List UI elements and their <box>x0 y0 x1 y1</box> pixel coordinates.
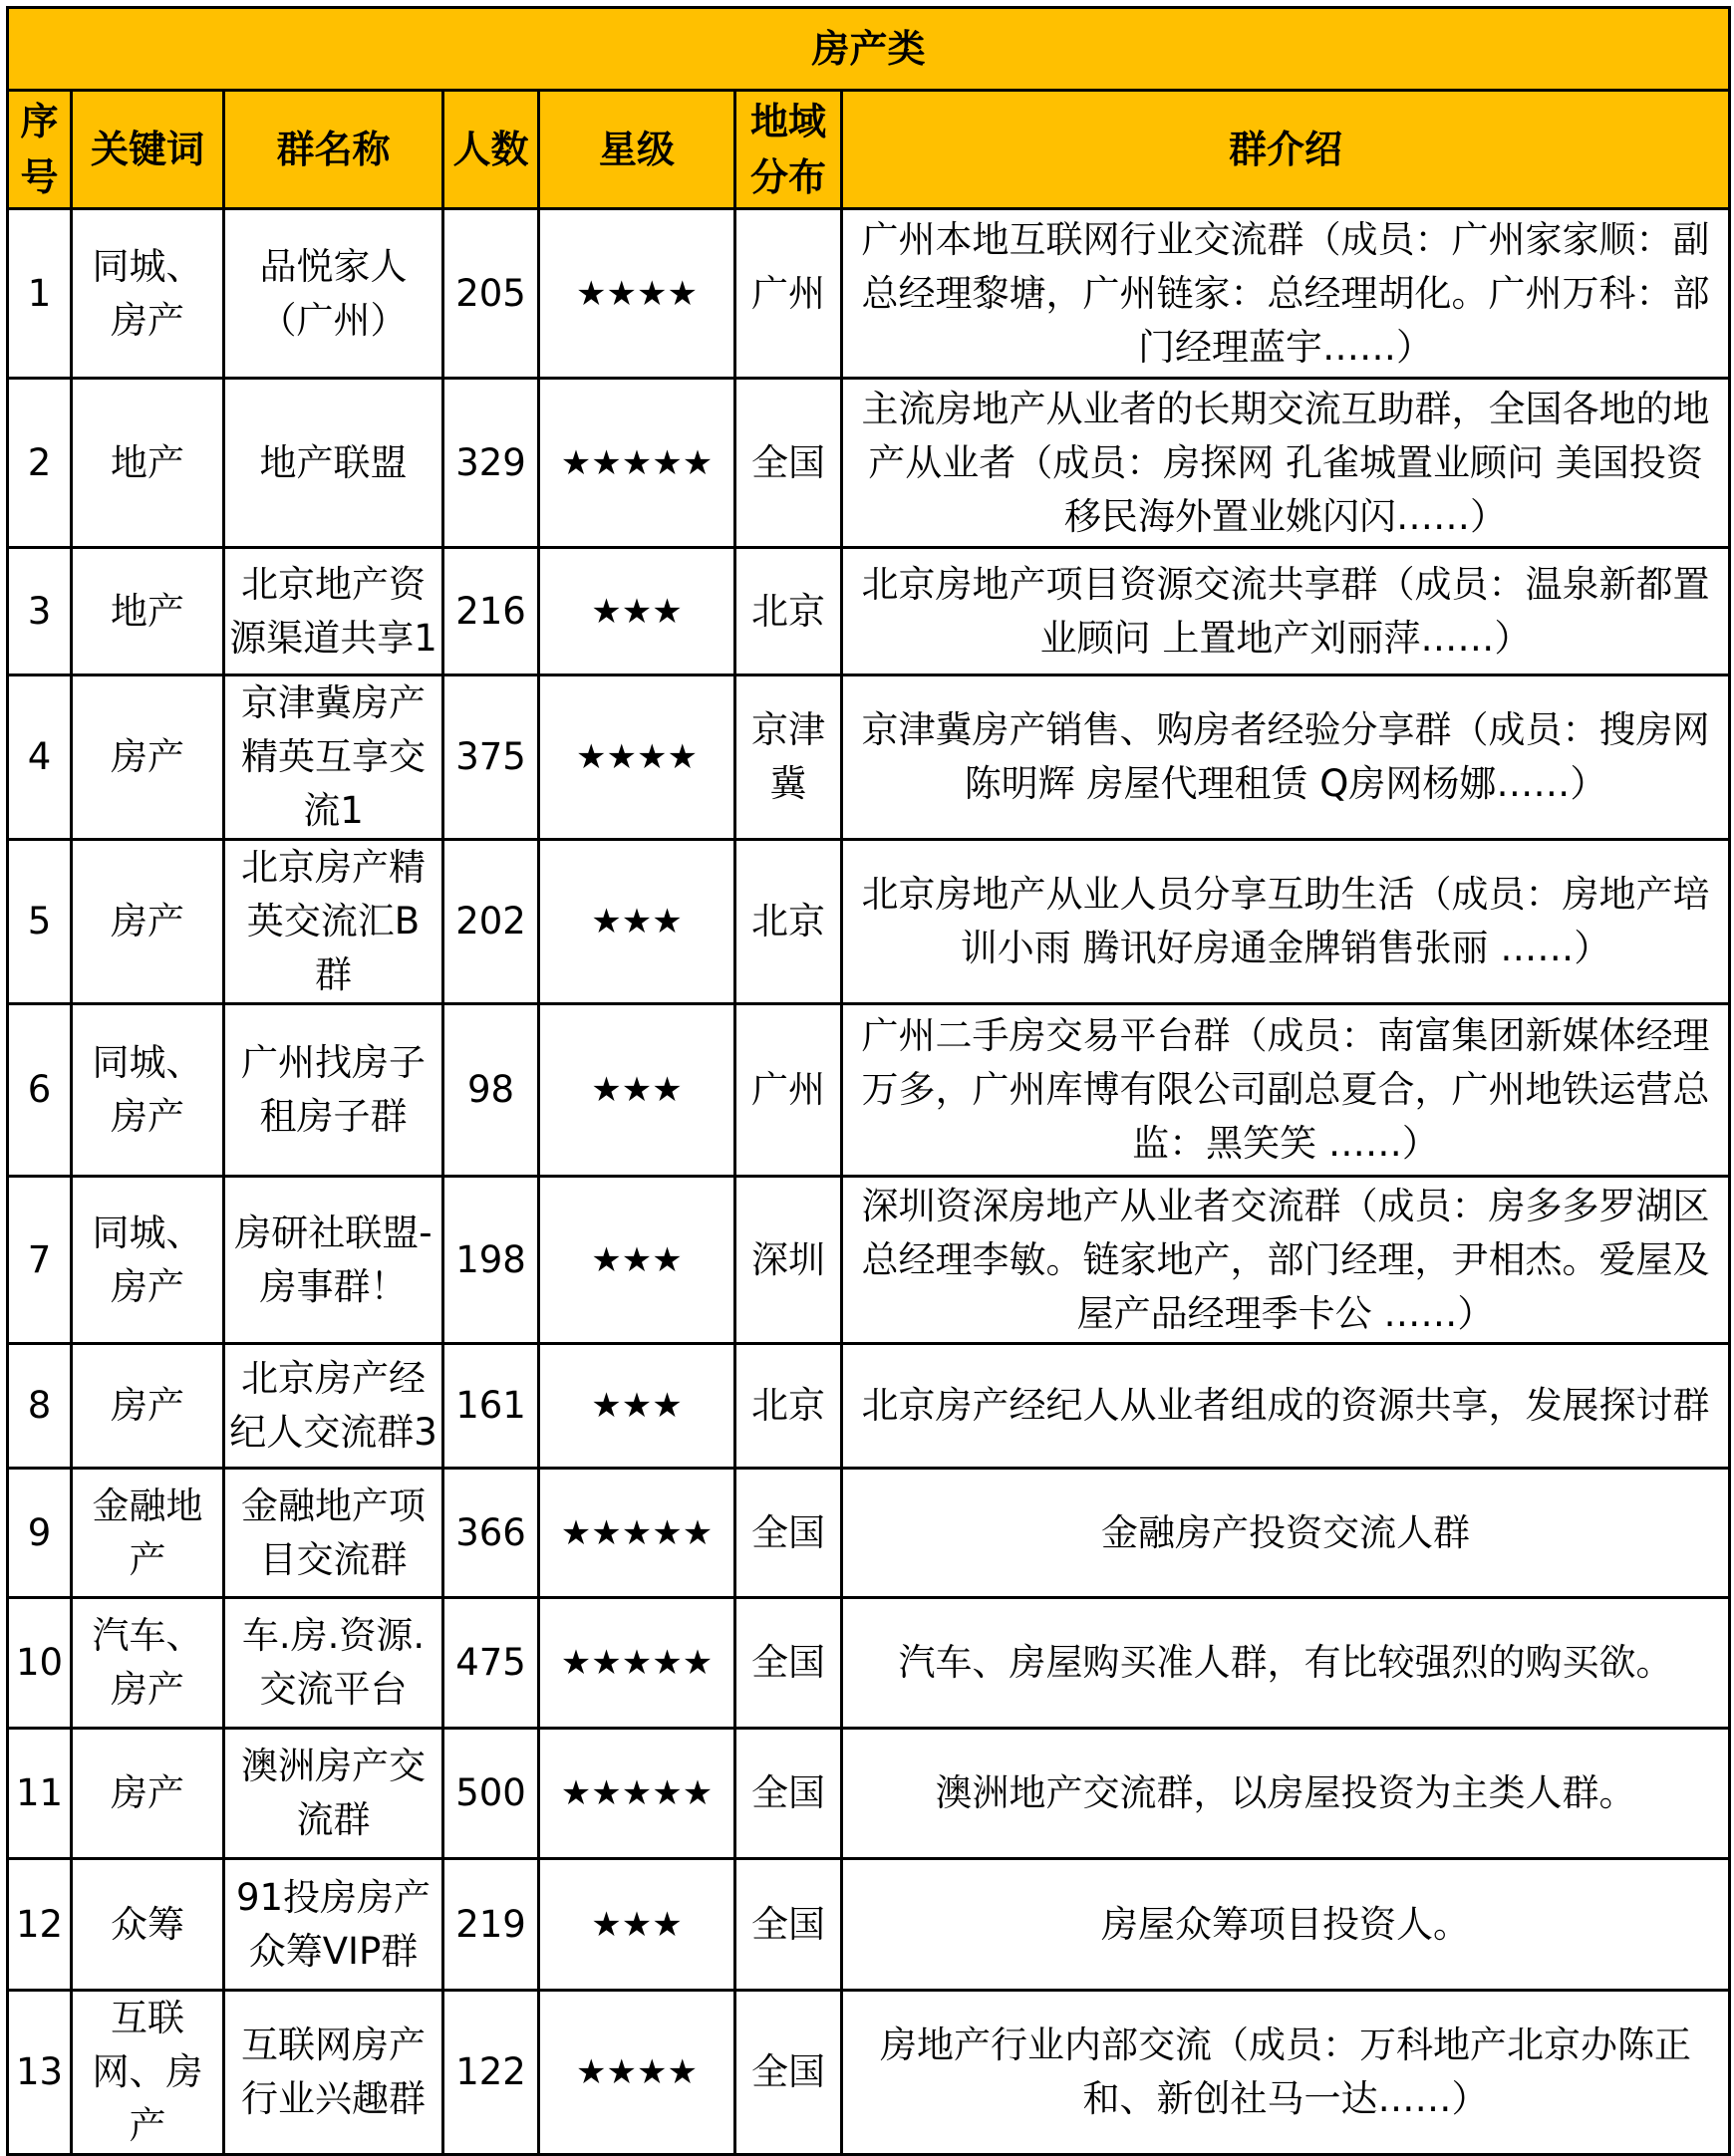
header-group-name: 群名称 <box>224 91 443 209</box>
cell-star-rating: ★★★★ <box>539 1991 735 2155</box>
cell-group-name: 广州找房子租房子群 <box>224 1004 443 1177</box>
table-row <box>8 1729 1730 1859</box>
cell-index: 13 <box>8 1991 72 2155</box>
cell-group-name: 地产联盟 <box>224 379 443 548</box>
cell-member-count: 219 <box>443 1859 539 1991</box>
cell-star-rating: ★★★★ <box>539 209 735 379</box>
cell-keyword: 同城、房产 <box>72 1004 224 1177</box>
cell-index: 10 <box>8 1598 72 1729</box>
cell-member-count: 198 <box>443 1177 539 1344</box>
cell-keyword: 房产 <box>72 1344 224 1469</box>
cell-keyword: 同城、房产 <box>72 209 224 379</box>
cell-introduction: 广州二手房交易平台群（成员：南富集团新媒体经理万多，广州库博有限公司副总夏合，广州地铁运营总监：黑笑笑 ……） <box>842 1004 1730 1177</box>
cell-member-count: 475 <box>443 1598 539 1729</box>
cell-keyword: 房产 <box>72 1729 224 1859</box>
cell-keyword: 房产 <box>72 840 224 1004</box>
cell-region: 全国 <box>735 1469 842 1598</box>
cell-introduction: 广州本地互联网行业交流群（成员：广州家家顺：副总经理黎塘，广州链家：总经理胡化。广州万科：部门经理蓝宇……） <box>842 209 1730 379</box>
cell-group-name: 京津冀房产精英互享交流1 <box>224 675 443 840</box>
cell-region: 广州 <box>735 209 842 379</box>
cell-star-rating: ★★★★★ <box>539 1729 735 1859</box>
cell-keyword: 地产 <box>72 548 224 675</box>
cell-star-rating: ★★★ <box>539 1177 735 1344</box>
group-table <box>6 6 1731 2156</box>
header-introduction: 群介绍 <box>842 91 1730 209</box>
cell-region: 深圳 <box>735 1177 842 1344</box>
cell-member-count: 205 <box>443 209 539 379</box>
header-region: 地域分布 <box>735 91 842 209</box>
cell-region: 全国 <box>735 1729 842 1859</box>
table-row <box>8 548 1730 675</box>
cell-star-rating: ★★★★★ <box>539 379 735 548</box>
header-star-rating: 星级 <box>539 91 735 209</box>
cell-region: 全国 <box>735 1991 842 2155</box>
cell-group-name: 车.房.资源.交流平台 <box>224 1598 443 1729</box>
cell-keyword: 汽车、房产 <box>72 1598 224 1729</box>
cell-region: 全国 <box>735 1859 842 1991</box>
table-row <box>8 1177 1730 1344</box>
cell-star-rating: ★★★ <box>539 1344 735 1469</box>
table-row <box>8 1991 1730 2155</box>
header-keyword: 关键词 <box>72 91 224 209</box>
cell-star-rating: ★★★ <box>539 840 735 1004</box>
cell-index: 5 <box>8 840 72 1004</box>
table-row <box>8 1598 1730 1729</box>
cell-index: 9 <box>8 1469 72 1598</box>
cell-keyword: 金融地产 <box>72 1469 224 1598</box>
table-row <box>8 840 1730 1004</box>
cell-group-name: 91投房房产众筹VIP群 <box>224 1859 443 1991</box>
cell-introduction: 北京房地产项目资源交流共享群（成员：温泉新都置业顾问 上置地产刘丽萍……） <box>842 548 1730 675</box>
cell-member-count: 98 <box>443 1004 539 1177</box>
table-row <box>8 379 1730 548</box>
cell-group-name: 北京地产资源渠道共享1 <box>224 548 443 675</box>
cell-group-name: 品悦家人（广州） <box>224 209 443 379</box>
cell-group-name: 北京房产经纪人交流群3 <box>224 1344 443 1469</box>
cell-keyword: 地产 <box>72 379 224 548</box>
header-index: 序号 <box>8 91 72 209</box>
cell-keyword: 房产 <box>72 675 224 840</box>
cell-index: 7 <box>8 1177 72 1344</box>
cell-index: 8 <box>8 1344 72 1469</box>
cell-region: 全国 <box>735 379 842 548</box>
table-row <box>8 1344 1730 1469</box>
table-row <box>8 1004 1730 1177</box>
cell-star-rating: ★★★ <box>539 1004 735 1177</box>
cell-keyword: 互联网、房产 <box>72 1991 224 2155</box>
cell-star-rating: ★★★★★ <box>539 1469 735 1598</box>
cell-member-count: 375 <box>443 675 539 840</box>
cell-member-count: 122 <box>443 1991 539 2155</box>
cell-group-name: 澳洲房产交流群 <box>224 1729 443 1859</box>
cell-member-count: 329 <box>443 379 539 548</box>
header-member-count: 人数 <box>443 91 539 209</box>
cell-star-rating: ★★★★ <box>539 675 735 840</box>
table-row <box>8 1469 1730 1598</box>
table-row <box>8 1859 1730 1991</box>
cell-member-count: 202 <box>443 840 539 1004</box>
cell-index: 4 <box>8 675 72 840</box>
cell-region: 广州 <box>735 1004 842 1177</box>
table-row <box>8 209 1730 379</box>
cell-index: 3 <box>8 548 72 675</box>
cell-region: 北京 <box>735 1344 842 1469</box>
cell-index: 1 <box>8 209 72 379</box>
table-row <box>8 675 1730 840</box>
cell-introduction: 汽车、房屋购买准人群，有比较强烈的购买欲。 <box>842 1598 1730 1729</box>
cell-keyword: 同城、房产 <box>72 1177 224 1344</box>
cell-keyword: 众筹 <box>72 1859 224 1991</box>
cell-group-name: 金融地产项目交流群 <box>224 1469 443 1598</box>
cell-introduction: 房屋众筹项目投资人。 <box>842 1859 1730 1991</box>
cell-introduction: 澳洲地产交流群，以房屋投资为主类人群。 <box>842 1729 1730 1859</box>
cell-member-count: 366 <box>443 1469 539 1598</box>
cell-group-name: 北京房产精英交流汇B群 <box>224 840 443 1004</box>
cell-introduction: 北京房地产从业人员分享互助生活（成员：房地产培训小雨 腾讯好房通金牌销售张丽 ……） <box>842 840 1730 1004</box>
cell-member-count: 161 <box>443 1344 539 1469</box>
cell-index: 2 <box>8 379 72 548</box>
cell-region: 京津冀 <box>735 675 842 840</box>
cell-introduction: 深圳资深房地产从业者交流群（成员：房多多罗湖区总经理李敏。链家地产，部门经理，尹相杰。爱屋及屋产品经理季卡公 ……） <box>842 1177 1730 1344</box>
spreadsheet-table-area <box>6 6 1728 2156</box>
cell-introduction: 主流房地产从业者的长期交流互助群，全国各地的地产从业者（成员：房探网 孔雀城置业顾问 美国投资移民海外置业姚闪闪……） <box>842 379 1730 548</box>
cell-member-count: 216 <box>443 548 539 675</box>
cell-star-rating: ★★★ <box>539 1859 735 1991</box>
cell-index: 11 <box>8 1729 72 1859</box>
cell-introduction: 北京房产经纪人从业者组成的资源共享，发展探讨群 <box>842 1344 1730 1469</box>
cell-group-name: 房研社联盟-房事群！ <box>224 1177 443 1344</box>
table-title: 房产类 <box>8 8 1730 91</box>
cell-star-rating: ★★★★★ <box>539 1598 735 1729</box>
cell-member-count: 500 <box>443 1729 539 1859</box>
cell-index: 12 <box>8 1859 72 1991</box>
cell-introduction: 金融房产投资交流人群 <box>842 1469 1730 1598</box>
cell-introduction: 京津冀房产销售、购房者经验分享群（成员：搜房网陈明辉 房屋代理租赁 Q房网杨娜……） <box>842 675 1730 840</box>
cell-region: 北京 <box>735 840 842 1004</box>
cell-star-rating: ★★★ <box>539 548 735 675</box>
cell-region: 北京 <box>735 548 842 675</box>
cell-region: 全国 <box>735 1598 842 1729</box>
cell-introduction: 房地产行业内部交流（成员：万科地产北京办陈正和、新创社马一达……） <box>842 1991 1730 2155</box>
cell-index: 6 <box>8 1004 72 1177</box>
cell-group-name: 互联网房产行业兴趣群 <box>224 1991 443 2155</box>
